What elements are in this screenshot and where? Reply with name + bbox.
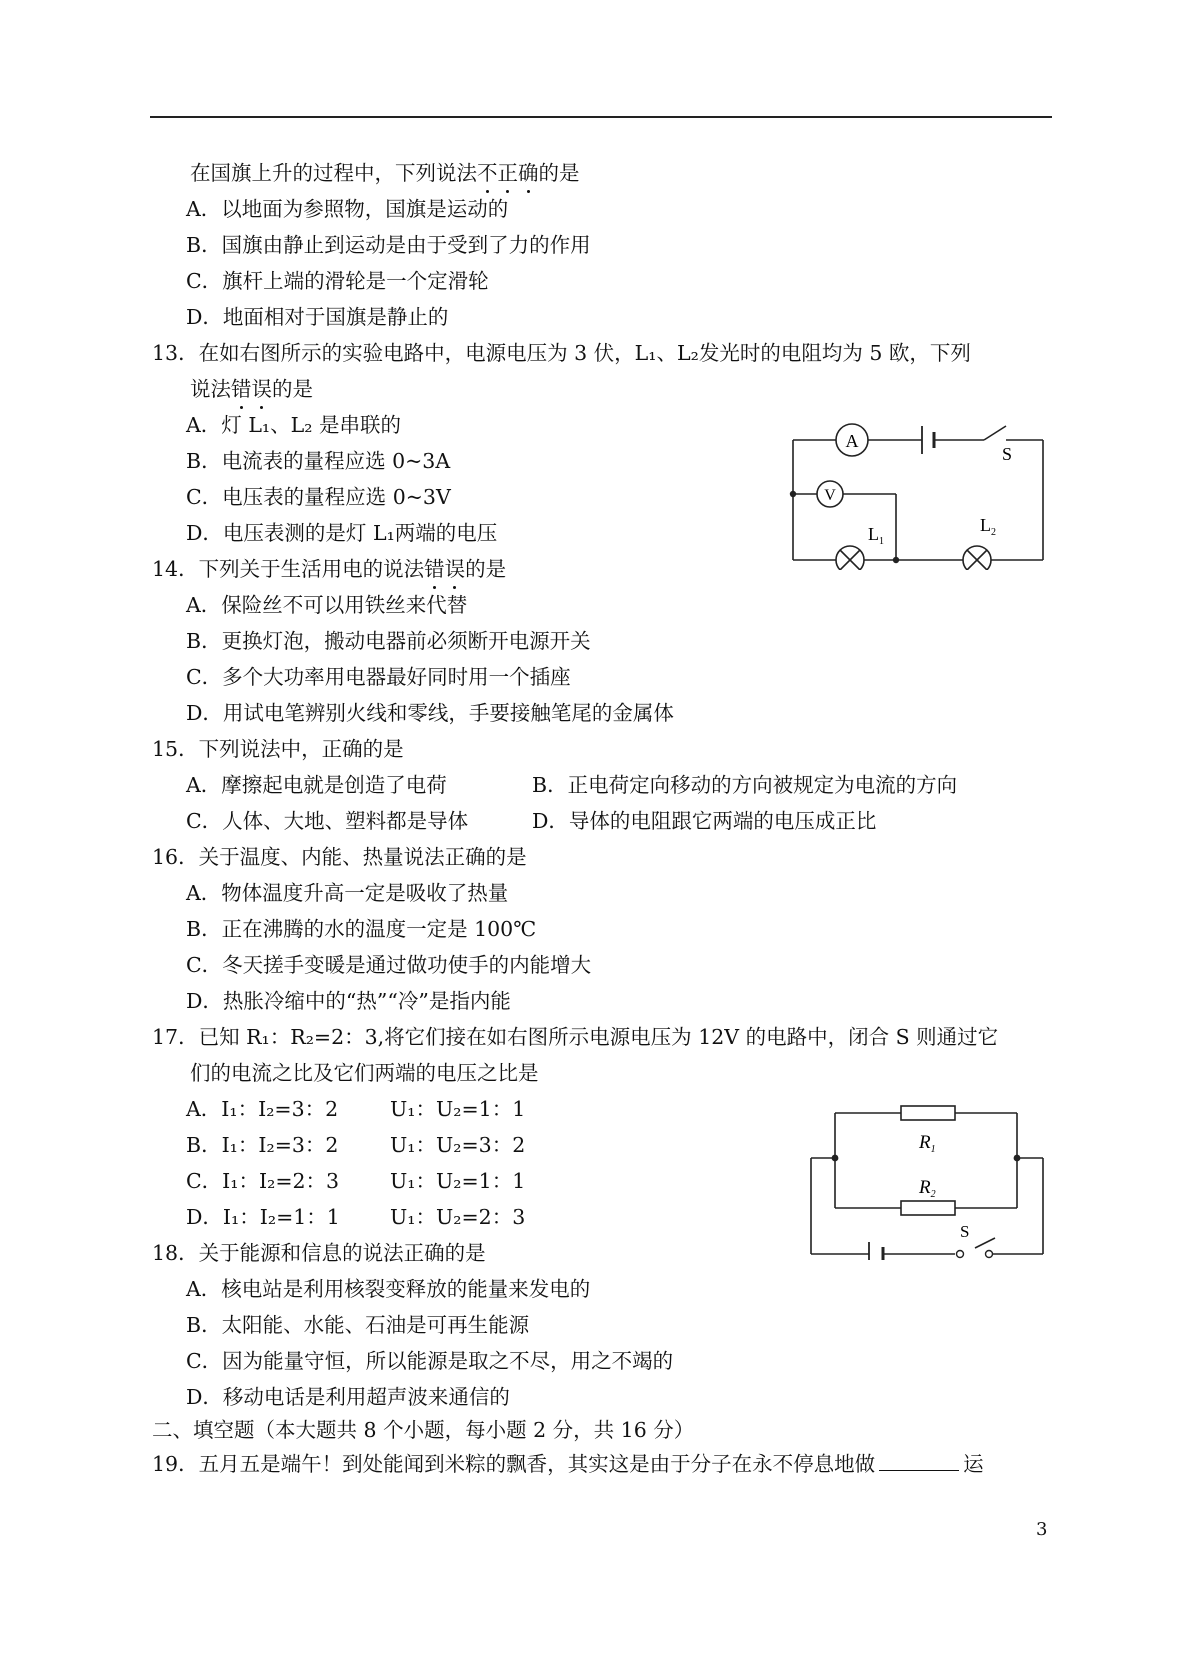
switch-label: S bbox=[960, 1222, 970, 1241]
q19-answer-blank[interactable] bbox=[879, 1452, 959, 1471]
q13-option-b: B．电流表的量程应选 0~3A bbox=[186, 449, 451, 473]
q13-stem-line2: 说法错误的是 bbox=[190, 377, 313, 401]
q17-option-d-voltage: U₁：U₂=2：3 bbox=[390, 1205, 526, 1229]
q14-option-c: C．多个大功率用电器最好同时用一个插座 bbox=[186, 665, 571, 689]
junction-dot bbox=[1014, 1155, 1021, 1162]
section-heading: 二、填空题（本大题共 8 个小题，每小题 2 分，共 16 分） bbox=[152, 1418, 695, 1442]
q13-emphasis bbox=[231, 377, 272, 401]
q14-stem: 14．下列关于生活用电的说法错误的是 bbox=[152, 557, 507, 581]
q15-option-c: C．人体、大地、塑料都是导体 bbox=[186, 809, 469, 833]
r2-label: $R_2$ bbox=[919, 1177, 936, 1200]
header-rule bbox=[150, 116, 1052, 118]
emphasis-char: 误 bbox=[444, 557, 466, 581]
voltmeter-label: V bbox=[824, 487, 836, 504]
q12-option-d: D．地面相对于国旗是静止的 bbox=[186, 305, 449, 329]
r1-label: $R_1$ bbox=[919, 1132, 936, 1155]
q17-option-c-voltage: U₁：U₂=1：1 bbox=[390, 1169, 526, 1193]
q13-option-a: A．灯 L₁、L₂ 是串联的 bbox=[186, 413, 401, 437]
q14-option-b: B．更换灯泡，搬动电器前必须断开电源开关 bbox=[186, 629, 591, 653]
q13-option-c: C．电压表的量程应选 0~3V bbox=[186, 485, 451, 509]
ammeter-label: A bbox=[845, 431, 859, 451]
q14-emphasis bbox=[424, 557, 465, 581]
q12-option-a: A．以地面为参照物，国旗是运动的 bbox=[186, 197, 509, 221]
q17-circuit-diagram bbox=[805, 1100, 1055, 1260]
q12-option-c: C．旗杆上端的滑轮是一个定滑轮 bbox=[186, 269, 489, 293]
lamp2-label: $L_2$ bbox=[980, 515, 996, 538]
q17-option-d-current: D．I₁：I₂=1：1 bbox=[186, 1205, 340, 1229]
q17-option-a-voltage: U₁：U₂=1：1 bbox=[390, 1097, 526, 1121]
q18-option-d: D．移动电话是利用超声波来通信的 bbox=[186, 1385, 510, 1409]
q12-option-b: B．国旗由静止到运动是由于受到了力的作用 bbox=[186, 233, 591, 257]
q12-emphasis bbox=[477, 161, 539, 185]
q16-option-a: A．物体温度升高一定是吸收了热量 bbox=[186, 881, 509, 905]
junction-dot bbox=[893, 557, 899, 563]
q16-option-b: B．正在沸腾的水的温度一定是 100℃ bbox=[186, 917, 537, 941]
q15-stem: 15．下列说法中，正确的是 bbox=[152, 737, 404, 761]
emphasis-char: 错 bbox=[424, 557, 445, 581]
lamp1-label: $L_1$ bbox=[868, 524, 884, 547]
q18-option-a: A．核电站是利用核裂变释放的能量来发电的 bbox=[186, 1277, 591, 1301]
junction-dot bbox=[832, 1155, 839, 1162]
q18-stem: 18．关于能源和信息的说法正确的是 bbox=[152, 1241, 486, 1265]
q19-stem bbox=[152, 1450, 984, 1478]
emphasis-char: 误 bbox=[251, 377, 272, 401]
q16-stem: 16．关于温度、内能、热量说法正确的是 bbox=[152, 845, 527, 869]
q17-option-b-current: B．I₁：I₂=3：2 bbox=[186, 1133, 339, 1157]
q14-option-a: A．保险丝不可以用铁丝来代替 bbox=[186, 593, 468, 617]
q15-option-b: B．正电荷定向移动的方向被规定为电流的方向 bbox=[532, 773, 958, 797]
q18-option-b: B．太阳能、水能、石油是可再生能源 bbox=[186, 1313, 530, 1337]
q17-stem-line1: 17．已知 R₁：R₂=2：3,将它们接在如右图所示电源电压为 12V 的电路中，闭合 S 则通过它 bbox=[152, 1025, 999, 1049]
q16-option-d: D．热胀冷缩中的“热”“冷”是指内能 bbox=[186, 989, 511, 1013]
q19-text: 19．五月五是端午！到处能闻到米粽的飘香，其实这是由于分子在永不停息地做 bbox=[152, 1452, 876, 1476]
q13-option-d: D．电压表测的是灯 L₁两端的电压 bbox=[186, 521, 498, 545]
q14-option-d: D．用试电笔辨别火线和零线，手要接触笔尾的金属体 bbox=[186, 701, 674, 725]
q12-stem: 在国旗上升的过程中，下列说法不正确的是 bbox=[190, 161, 580, 185]
q18-option-c: C．因为能量守恒，所以能源是取之不尽，用之不竭的 bbox=[186, 1349, 674, 1373]
emphasis-char: 确 bbox=[518, 161, 539, 185]
emphasis-char: 错 bbox=[231, 377, 252, 401]
q17-stem-line2: 们的电流之比及它们两端的电压之比是 bbox=[190, 1061, 539, 1085]
q13-stem-line1: 13．在如右图所示的实验电路中，电源电压为 3 伏，L₁、L₂发光时的电阻均为 5 欧，下列 bbox=[152, 341, 971, 365]
junction-dot bbox=[790, 491, 796, 497]
emphasis-char: 不 bbox=[477, 161, 498, 185]
q17-option-a-current: A．I₁：I₂=3：2 bbox=[186, 1097, 339, 1121]
emphasis-char: 正 bbox=[497, 161, 518, 185]
q13-circuit-diagram bbox=[780, 410, 1060, 570]
switch-contact bbox=[957, 1251, 964, 1258]
q15-option-d: D．导体的电阻跟它两端的电压成正比 bbox=[532, 809, 877, 833]
q19-text-tail: 运 bbox=[963, 1452, 984, 1476]
switch-contact bbox=[986, 1251, 993, 1258]
q15-option-a: A．摩擦起电就是创造了电荷 bbox=[186, 773, 447, 797]
switch-label: S bbox=[1002, 444, 1013, 464]
q17-option-c-current: C．I₁：I₂=2：3 bbox=[186, 1169, 340, 1193]
q17-option-b-voltage: U₁：U₂=3：2 bbox=[390, 1133, 526, 1157]
q16-option-c: C．冬天搓手变暖是通过做功使手的内能增大 bbox=[186, 953, 592, 977]
page-number: 3 bbox=[1036, 1519, 1048, 1540]
